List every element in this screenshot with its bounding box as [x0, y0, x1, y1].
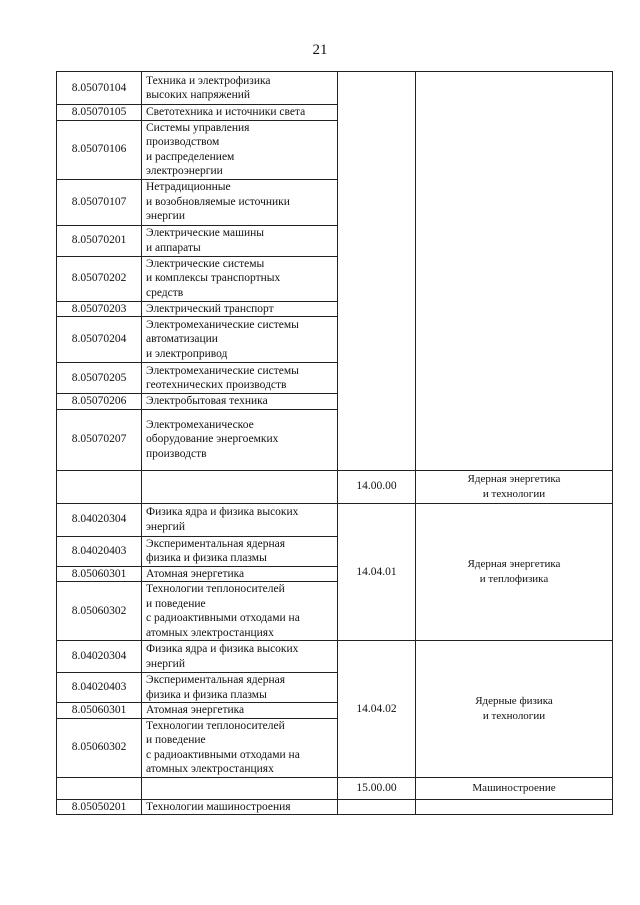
code-cell: 8.05070203 [57, 301, 142, 317]
table-row [57, 72, 613, 105]
name-cell: Технологии теплоносителей и поведение с радиоактивными отходами на атомных электростанциях [142, 718, 338, 777]
name-cell [142, 470, 338, 503]
new-name-cell [416, 72, 613, 471]
code-cell: 8.05070204 [57, 317, 142, 363]
code-cell: 8.05070106 [57, 120, 142, 179]
code-cell: 8.05070105 [57, 105, 142, 121]
code-cell: 8.05060302 [57, 582, 142, 641]
code-cell: 8.04020304 [57, 641, 142, 673]
name-cell: Электрический транспорт [142, 301, 338, 317]
name-cell: Техника и электрофизика высоких напряжений [142, 72, 338, 105]
name-cell: Экспериментальная ядерная физика и физика плазмы [142, 673, 338, 703]
new-name-cell [416, 799, 613, 815]
code-cell: 8.05070201 [57, 225, 142, 256]
code-cell: 8.05070205 [57, 363, 142, 394]
new-code-cell: 14.04.02 [338, 641, 416, 778]
name-cell: Электробытовая техника [142, 394, 338, 410]
group-name-cell: Ядерная энергетика и технологии [416, 470, 613, 503]
specialty-table-container [56, 71, 612, 815]
group-row [57, 470, 613, 503]
name-cell: Технологии машиностроения [142, 799, 338, 815]
group-row [57, 777, 613, 799]
new-code-cell: 14.04.01 [338, 503, 416, 641]
name-cell: Атомная энергетика [142, 703, 338, 719]
name-cell: Физика ядра и физика высоких энергий [142, 641, 338, 673]
name-cell: Атомная энергетика [142, 566, 338, 582]
code-cell: 8.04020403 [57, 536, 142, 566]
name-cell: Электромеханические системы автоматизации и электропривод [142, 317, 338, 363]
specialty-table [56, 71, 613, 815]
name-cell: Нетрадиционные и возобновляемые источники энергии [142, 179, 338, 225]
code-cell: 8.05060301 [57, 566, 142, 582]
name-cell: Системы управления производством и распределением электроэнергии [142, 120, 338, 179]
name-cell: Электрические системы и комплексы транспортных средств [142, 256, 338, 301]
code-cell: 8.05070107 [57, 179, 142, 225]
table-row [57, 503, 613, 536]
name-cell [142, 777, 338, 799]
name-cell: Электромеханические системы геотехнических производств [142, 363, 338, 394]
name-cell: Технологии теплоносителей и поведение с радиоактивными отходами на атомных электростанциях [142, 582, 338, 641]
group-code-cell: 14.00.00 [338, 470, 416, 503]
table-row [57, 799, 613, 815]
code-cell: 8.05050201 [57, 799, 142, 815]
name-cell: Светотехника и источники света [142, 105, 338, 121]
name-cell: Электромеханическое оборудование энергоемких производств [142, 409, 338, 470]
new-code-cell [338, 72, 416, 471]
table-row [57, 641, 613, 673]
code-cell: 8.04020304 [57, 503, 142, 536]
name-cell: Физика ядра и физика высоких энергий [142, 503, 338, 536]
new-name-cell: Ядерная энергетика и теплофизика [416, 503, 613, 641]
code-cell: 8.05070202 [57, 256, 142, 301]
page-number: 21 [312, 42, 328, 58]
group-name-cell: Машиностроение [416, 777, 613, 799]
code-cell [57, 777, 142, 799]
name-cell: Электрические машины и аппараты [142, 225, 338, 256]
code-cell [57, 470, 142, 503]
code-cell: 8.05060302 [57, 718, 142, 777]
code-cell: 8.05070207 [57, 409, 142, 470]
code-cell: 8.05070206 [57, 394, 142, 410]
code-cell: 8.04020403 [57, 673, 142, 703]
new-code-cell [338, 799, 416, 815]
new-name-cell: Ядерные физика и технологии [416, 641, 613, 778]
code-cell: 8.05070104 [57, 72, 142, 105]
group-code-cell: 15.00.00 [338, 777, 416, 799]
name-cell: Экспериментальная ядерная физика и физика плазмы [142, 536, 338, 566]
code-cell: 8.05060301 [57, 703, 142, 719]
